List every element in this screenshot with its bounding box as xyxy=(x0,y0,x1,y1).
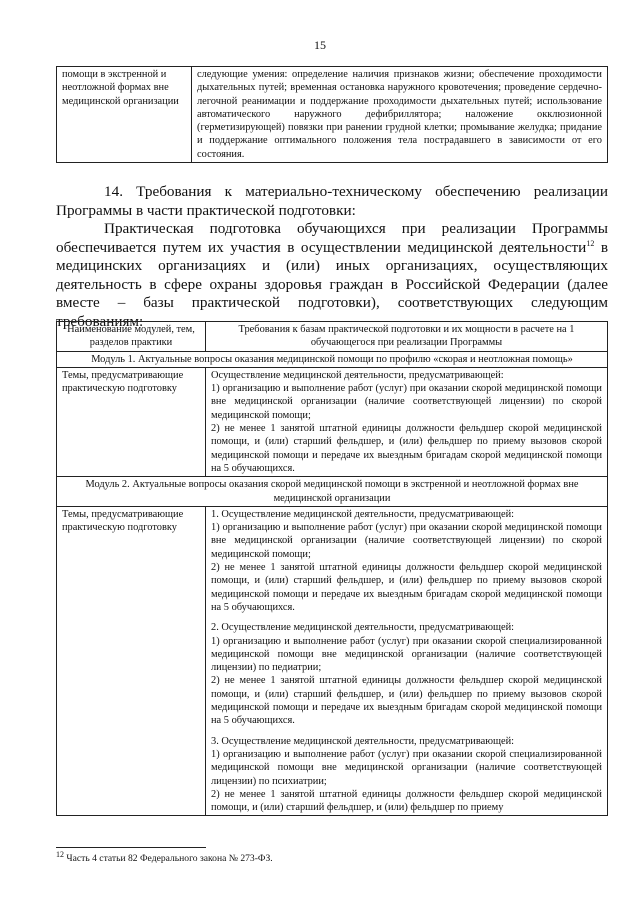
table-header-row xyxy=(57,322,608,352)
main-paragraph xyxy=(56,220,608,331)
requirements-table xyxy=(56,321,608,816)
page-number: 15 xyxy=(314,38,326,52)
req-line: 2) не менее 1 занятой штатной единицы должности фельдшер скорой медицинской помощи, и (или) старший фельдшер, и (или) фельдшер по приему вызовов скорой медицинской помощи и передаче их выездным бригадам скорой медицинской помощи на 5 обучающихся. xyxy=(211,562,602,613)
req-line: 1) организацию и выполнение работ (услуг) при оказании скорой специализированной медицинской помощи вне медицинской организации (наличие соответствующей лицензии) по педиатрии; xyxy=(211,635,602,674)
main-paragraph-text: Практическая подготовка обучающихся при реализации Программы обеспечивается путем их участия в осуществлении медицинской деятельности xyxy=(56,220,608,256)
module-1-topics: Темы, предусматривающие практическую подготовку xyxy=(57,367,206,476)
module-1-row xyxy=(57,351,608,367)
req-line: 1) организацию и выполнение работ (услуг) при оказании скорой специализированной медицинской помощи вне медицинской организации (наличие соответствующей лицензии) по психиатрии; xyxy=(211,748,602,787)
section-14-heading xyxy=(56,183,608,220)
req-line: 2) не менее 1 занятой штатной единицы должности фельдшер скорой медицинской помощи, и (или) старший фельдшер, и (или) фельдшер по приему вызовов скорой медицинской помощи и передаче их выездным бригадам скорой медицинской помощи на 5 обучающихся. xyxy=(211,675,602,727)
req-line: 2. Осуществление медицинской деятельности, предусматривающей: xyxy=(211,622,515,634)
req-line: 2) не менее 1 занятой штатной единицы должности фельдшер скорой медицинской помощи, и (или) старший фельдшер, и (или) фельдшер по приему вызовов скорой медицинской помощи и передаче их выездным бригадам скорой медицинской помощи на 5 обучающихся. xyxy=(211,423,602,474)
table-row xyxy=(57,506,608,816)
section-14-text: 14. Требования к материально-техническому обеспечению реализации Программы в части практической подготовки: xyxy=(56,183,608,219)
req-line: 3. Осуществление медицинской деятельности, предусматривающей: xyxy=(211,735,515,747)
header-requirements: Требования к базам практической подготовки и их мощности в расчете на 1 обучающегося при реализации Программы xyxy=(206,322,608,352)
module-1-title: Модуль 1. Актуальные вопросы оказания медицинской помощи по профилю «скорая и неотложная помощь» xyxy=(57,351,608,367)
footnote-ref: 12 xyxy=(586,238,595,248)
footnote xyxy=(56,849,273,864)
req-line: 1) организацию и выполнение работ (услуг) при оказании скорой медицинской помощи вне медицинской организации (наличие соответствующей лицензии) по скорой медицинской помощи; xyxy=(211,522,602,560)
req-line: 2) не менее 1 занятой штатной единицы должности фельдшер скорой медицинской помощи, и (или) старший фельдшер, и (или) фельдшер по приему xyxy=(211,788,602,814)
req-line: Осуществление медицинской деятельности, предусматривающей: xyxy=(211,369,504,381)
table-row xyxy=(57,67,608,163)
module-2-requirements xyxy=(206,506,608,816)
footnote-number: 12 xyxy=(56,849,64,859)
module-2-row xyxy=(57,477,608,507)
requirement-block-2 xyxy=(211,621,602,727)
header-modules: Наименование модулей, тем, разделов практики xyxy=(57,322,206,352)
module-1-requirements xyxy=(206,367,608,476)
table-row xyxy=(57,367,608,476)
module-2-title: Модуль 2. Актуальные вопросы оказания скорой медицинской помощи в экстренной и неотложной формах вне медицинской организации xyxy=(57,477,608,507)
requirement-block-1 xyxy=(211,508,602,614)
main-paragraph-continuation: в медицинских организациях и (или) иных организациях, осуществляющих деятельность в сфере охраны здоровья граждан в Российской Федерации (далее вместе – базы практической подготовки), соответствующих следующим требованиям: xyxy=(56,238,609,330)
requirement-block-3 xyxy=(211,735,602,815)
table-cell-skills: следующие умения: определение наличия признаков жизни; обеспечение проходимости дыхательных путей; временная остановка наружного кровотечения; проведение сердечно-легочной реанимации и поддержание проходимости дыхательных путей; использование автоматического наружного дефибриллятора; наложение окклюзионной (герметизирующей) повязки при ранении грудной клетки; промывание желудка; придание и поддержание оптимального положения тела пострадавшего в зависимости от его состояния. xyxy=(192,67,608,163)
continued-table xyxy=(56,66,608,163)
footnote-text: Часть 4 статьи 82 Федерального закона № 273-ФЗ. xyxy=(64,853,273,864)
module-2-topics: Темы, предусматривающие практическую подготовку xyxy=(57,506,206,816)
footnote-divider xyxy=(56,847,206,848)
req-line: 1. Осуществление медицинской деятельности, предусматривающей: xyxy=(211,508,515,520)
table-cell-topic: помощи в экстренной и неотложной формах вне медицинской организации xyxy=(57,67,192,163)
req-line: 1) организацию и выполнение работ (услуг) при оказании скорой медицинской помощи вне медицинской организации (наличие соответствующей лицензии) по скорой медицинской помощи; xyxy=(211,383,602,421)
